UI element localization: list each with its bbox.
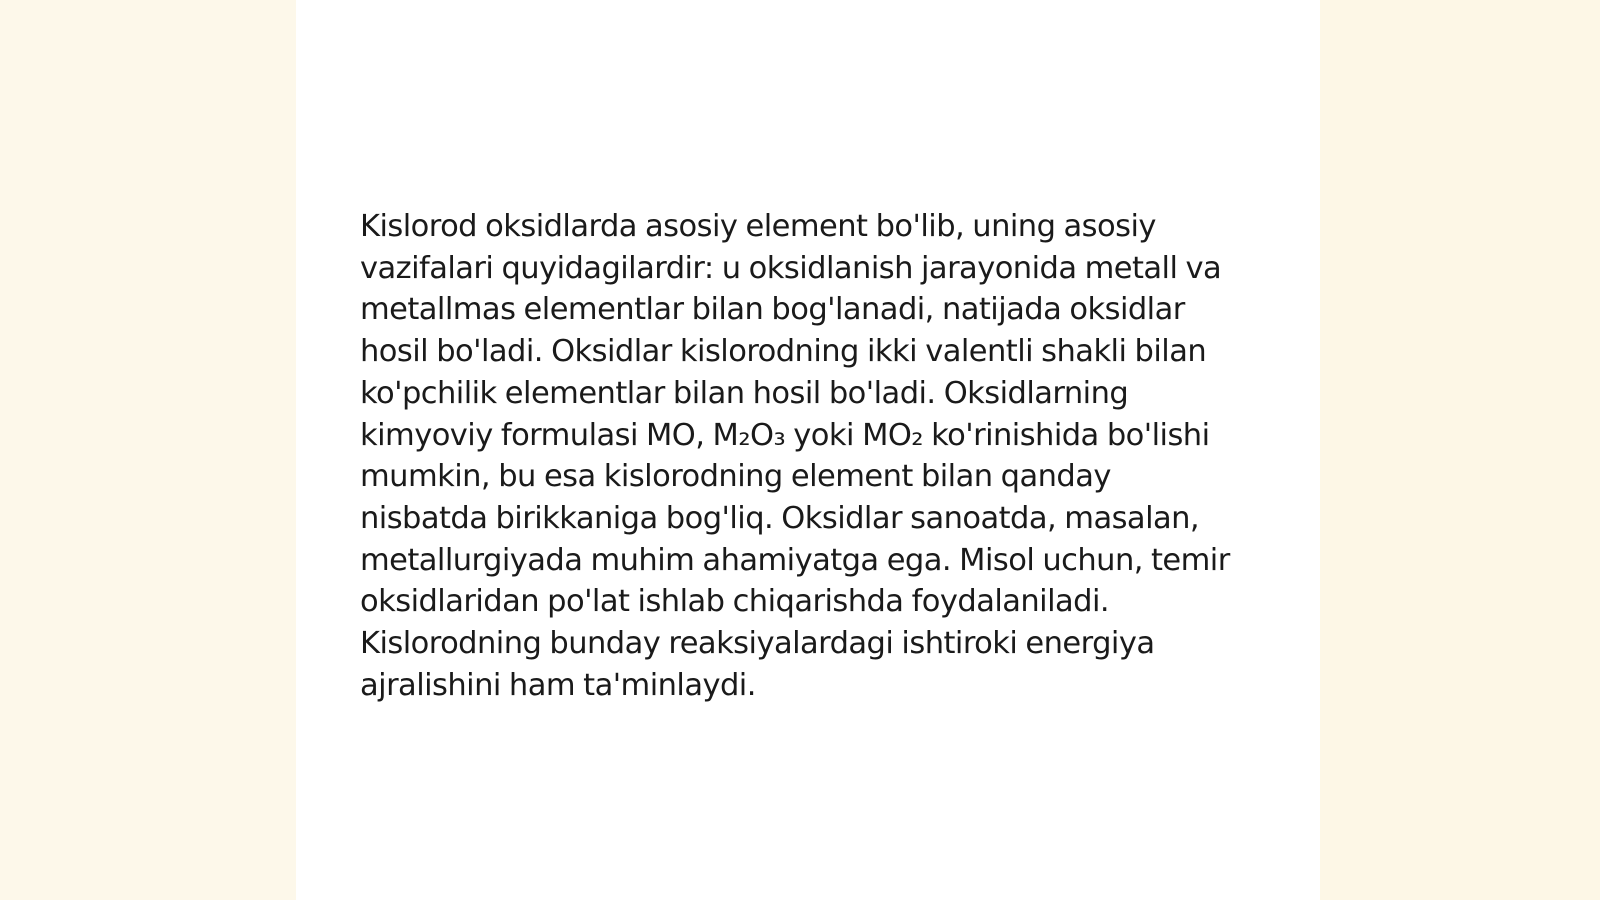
document-page (296, 0, 1320, 900)
right-margin (1320, 0, 1600, 900)
left-margin (0, 0, 296, 900)
body-paragraph: Kislorod oksidlarda asosiy element bo'lib, uning asosiy vazifalari quyidagilardir: u oksidlanish jarayonida metall va metallmas elementlar bilan bog'lanadi, natijada oksidlar hosil bo'ladi. Oksidlar kislorodning ikki valentli shakli bilan ko'pchilik elementlar bilan hosil bo'ladi. Oksidlarning kimyoviy formulasi MO, M₂O₃ yoki MO₂ ko'rinishida bo'lishi mumkin, bu esa kislorodning element bilan qanday nisbatda birikkaniga bog'liq. Oksidlar sanoatda, masalan, metallurgiyada muhim ahamiyatga ega. Misol uchun, temir oksidlaridan po'lat ishlab chiqarishda foydalaniladi. Kislorodning bunday reaksiyalardagi ishtiroki energiya ajralishini ham ta'minlaydi. (360, 209, 1230, 703)
